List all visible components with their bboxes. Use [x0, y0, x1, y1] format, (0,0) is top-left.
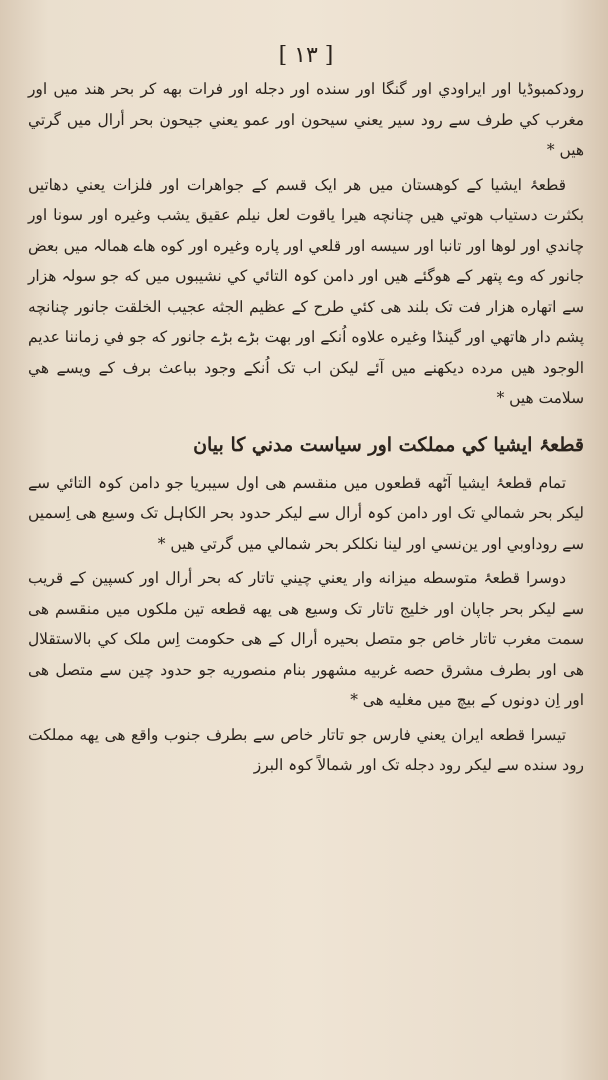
paragraph-rivers: رودکمبوڈیا اور ایراودي اور گنگا اور سنده اور دجله اور فرات بهه کر بحر هند میں اور مغرب کي طرف سے رود سیر یعني سیحون اور عمو یعني جیحون بحر أرال میں گرتي هیں *: [28, 80, 584, 159]
page-number: [ ١٣ ]: [278, 43, 334, 68]
paragraph-siberia: تمام قطعۂ ایشیا آٹهه قطعوں میں منقسم هی اول سیبریا جو دامن کوہ التائي سے لیکر بحر شمالي تک اور دامن کوہ أرال سے لیکر حدود بحر الکاہل تک وسیع هی اِسمیں سے روداوبي اور ین‌نسي اور لینا نکلکر بحر شمالي میں گرتي هیں *: [28, 473, 584, 553]
paragraph-minerals: قطعۂ ایشیا کے کوهستان میں هر ایک قسم کے جواهرات اور فلزات یعني دهاتیں بکثرت دستیاب هوتي هیں چنانچه هیرا یاقوت لعل نیلم عقیق یشب وغیره اور سونا اور چاندي اور لوها اور تانبا اور سیسه اور قلعي اور پاره وغیره اور کوه هاے همالہ میں بعض جانور که وے پتهر کے هوگئے هیں اور دامن کوہ التائي کي نشیبوں میں که جو سولہ هزار سے اتهاره هزار فت تک بلند هی کئي طرح کے عظیم الجثه عجیب الخلقت جانور چنانچه پشم دار هاتهي اور گینڈا وغیره علاوه اُنکے اور بهت بڑے بڑے جانور که جو في زماننا عدیم الوجود هیں مرده دیکهنے میں آئے لیکن اب تک اُنکے وجود بباعث برف کے ویسے هي سلامت هیں *: [28, 175, 584, 407]
paragraph-tatar: دوسرا قطعۂ متوسطه میزانه وار یعني چیني تاتار که بحر أرال اور کسپین کے قریب سے لیکر بحر جاپان اور خلیج تاتار تک وسیع هی یهه قطعه تین ملکوں میں منقسم هی سمت مغرب تاتار خاص جو متصل بحیره أرال کے هی حکومت اِس ملک کي بالاستقلال هی اور بطرف مشرق حصه غربیه مشهور بنام منصوریه جو حدود چین سے متصل هی اور اِن دونوں کے بیچ میں مغلیه هی *: [28, 569, 584, 709]
section-heading: قطعۂ ایشیا کي مملکت اور سیاست مدني کا بیان: [193, 433, 584, 456]
body-text: [28, 74, 584, 781]
paragraph-iran: تیسرا قطعه ایران یعني فارس جو تاتار خاص سے بطرف جنوب واقع هی یهه مملکت رود سنده سے لیکر رود دجله تک اور شمالاً کوہ البرز: [28, 725, 584, 774]
